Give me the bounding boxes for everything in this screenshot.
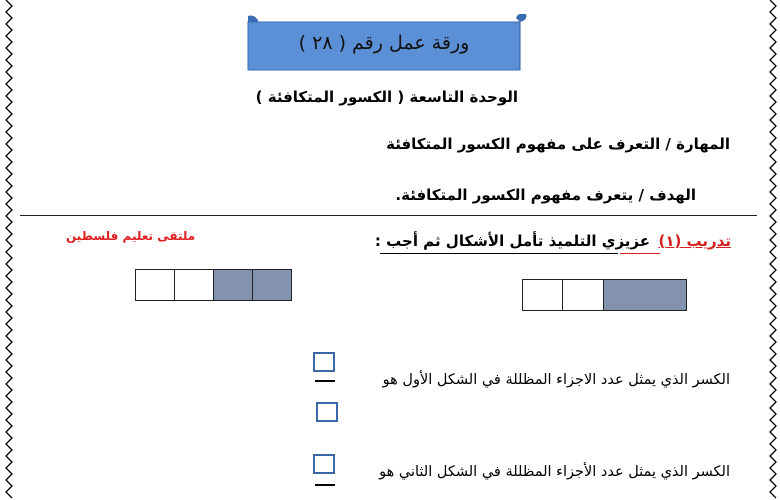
q2-numerator-box[interactable] (313, 454, 335, 474)
shape-second-part (135, 269, 175, 301)
shape-first (522, 279, 687, 311)
right-zigzag-border (766, 0, 780, 500)
left-zigzag-border (2, 0, 16, 500)
question-2-text: الكسر الذي يمثل عدد الأجزاء المظللة في الشكل الثاني هو (379, 464, 730, 480)
shape-first-part (562, 279, 604, 311)
skill-statement: المهارة / التعرف على مفهوم الكسور المتكافئة (386, 135, 730, 153)
instruction-underline (380, 253, 618, 254)
shape-second-shaded-part (213, 269, 253, 301)
exercise-underline (620, 253, 660, 254)
title-banner (244, 14, 530, 72)
goal-statement: الهدف / يتعرف مفهوم الكسور المتكافئة. (395, 186, 696, 204)
q1-fraction-bar (315, 380, 335, 382)
q2-fraction-bar (315, 484, 335, 486)
q1-numerator-box[interactable] (313, 352, 335, 372)
shape-first-shaded-part (603, 279, 687, 311)
shape-first-part (522, 279, 563, 311)
q1-denominator-box[interactable] (316, 402, 338, 422)
exercise-instruction: عزيزي التلميذ تأمل الأشكال ثم أجب : (374, 232, 650, 250)
section-divider (20, 215, 757, 216)
exercise-label: تدريب (١) (658, 232, 731, 250)
shape-second-part (174, 269, 214, 301)
worksheet-title: ورقة عمل رقم ( ٢٨ ) (298, 32, 470, 54)
watermark-text: ملتقى تعليم فلسطين (66, 229, 196, 243)
shape-second-shaded-part (252, 269, 292, 301)
shape-second (135, 269, 292, 301)
unit-title: الوحدة التاسعة ( الكسور المتكافئة ) (255, 88, 518, 106)
question-1-text: الكسر الذي يمثل عدد الاجزاء المظللة في الشكل الأول هو (382, 372, 730, 388)
